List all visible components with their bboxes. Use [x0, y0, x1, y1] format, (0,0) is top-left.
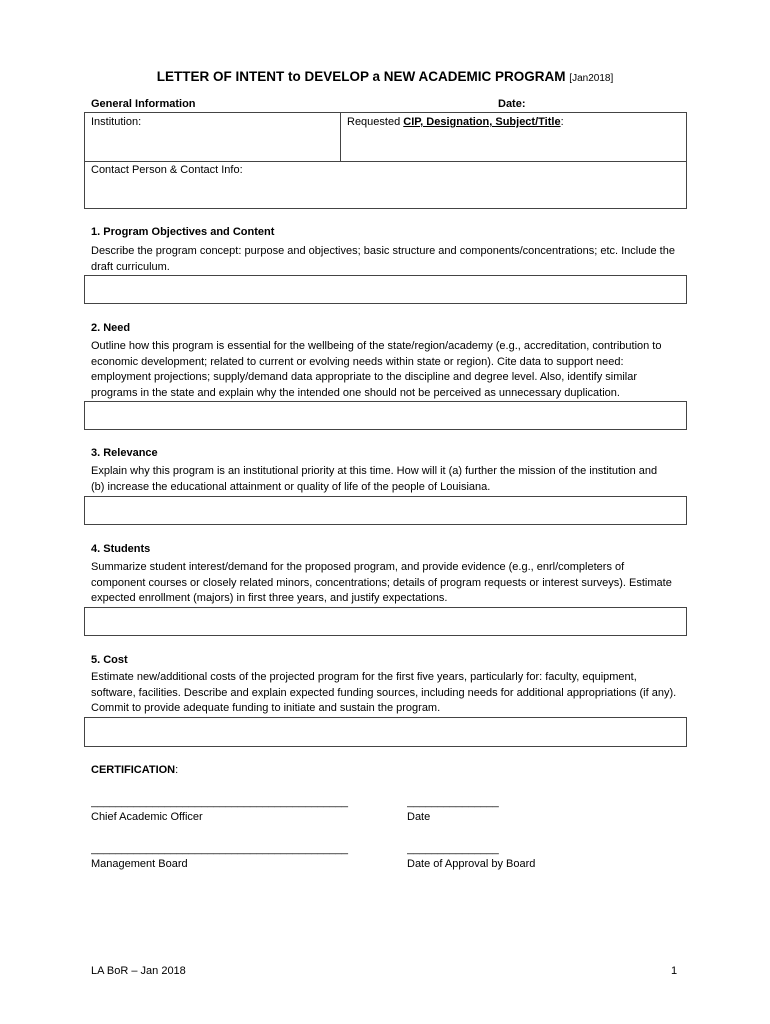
cao-date-label: Date — [407, 811, 431, 823]
description-line: Explain why this program is an institutional priority at this time. How will it (a) further the mission of the institution and — [91, 465, 658, 477]
page-number: 1 — [671, 965, 678, 977]
description-line: Summarize student interest/demand for the proposed program, and provide evidence (e.g., enrl/completers of — [91, 561, 625, 573]
cao-signature-line[interactable]: __________________________________________ — [91, 796, 348, 808]
section-4-response-field[interactable] — [84, 607, 687, 636]
institution-label: Institution: — [91, 116, 142, 128]
board-signature-line[interactable]: __________________________________________ — [91, 843, 348, 855]
description-line: programs in the state and explain why the intended one should not be perceived as unnecessary duplication. — [91, 386, 620, 399]
section-1-description — [91, 244, 691, 275]
description-line: software, facilities. Describe and explain expected funding sources, including needs for additional appropriations (if any). — [91, 686, 677, 699]
description-line: Estimate new/additional costs of the projected program for the first five years, particularly for: faculty, equipment, — [91, 671, 637, 683]
section-5-heading: 5. Cost — [91, 654, 128, 666]
description-line: employment projections; supply/demand data appropriate to the discipline and degree level. Also, identify similar — [91, 371, 638, 383]
approval-date-line[interactable]: _______________ — [407, 843, 499, 855]
requested-label — [347, 115, 564, 131]
section-3-response-field[interactable] — [84, 496, 687, 525]
section-4-description — [91, 560, 691, 607]
contact-label: Contact Person & Contact Info: — [91, 164, 243, 176]
section-2-description — [91, 339, 691, 401]
section-2-heading: 2. Need — [91, 322, 131, 334]
section-3-heading: 3. Relevance — [91, 447, 158, 459]
description-line: Outline how this program is essential for the wellbeing of the state/region/academy (e.g., accreditation, contribution to — [91, 340, 662, 352]
section-2-response-field[interactable] — [84, 401, 687, 430]
approval-date-label: Date of Approval by Board — [407, 858, 536, 870]
section-3-description — [91, 464, 691, 495]
requested-prefix: Requested — [347, 116, 404, 128]
description-line: (b) increase the educational attainment or quality of life of the people of Louisiana. — [91, 480, 491, 493]
cao-date-line[interactable]: _______________ — [407, 796, 499, 808]
section-5-response-field[interactable] — [84, 717, 687, 747]
title-main: LETTER OF INTENT to DEVELOP a NEW ACADEMIC PROGRAM — [156, 69, 566, 84]
section-1-response-field[interactable] — [84, 275, 687, 304]
cao-label: Chief Academic Officer — [91, 811, 203, 823]
section-4-heading: 4. Students — [91, 543, 151, 555]
footer-left: LA BoR – Jan 2018 — [91, 965, 186, 977]
description-line: component courses or closely related minors, concentrations; details of program requests or interest surveys). Estimate — [91, 576, 672, 589]
page-title — [0, 69, 770, 84]
description-line: expected enrollment (majors) in first three years, and justify expectations. — [91, 592, 448, 604]
title-tag: [Jan2018] — [569, 73, 614, 84]
board-label: Management Board — [91, 858, 188, 870]
description-line: draft curriculum. — [91, 260, 170, 273]
certification-label: CERTIFICATION — [91, 764, 176, 776]
requested-suffix: : — [560, 116, 564, 128]
certification-heading — [91, 763, 178, 779]
description-line: Commit to provide adequate funding to initiate and sustain the program. — [91, 702, 441, 714]
section-5-description — [91, 670, 691, 717]
description-line: Describe the program concept: purpose and objectives; basic structure and components/concentrations; etc. Include the — [91, 245, 675, 257]
section-1-heading: 1. Program Objectives and Content — [91, 226, 275, 238]
certification-colon: : — [175, 764, 179, 776]
general-info-heading: General Information — [91, 98, 196, 110]
description-line: economic development; related to current or evolving needs within state or region). Cite data to support need: — [91, 355, 624, 368]
requested-underlined: CIP, Designation, Subject/Title — [403, 116, 561, 128]
date-label: Date: — [498, 98, 526, 110]
